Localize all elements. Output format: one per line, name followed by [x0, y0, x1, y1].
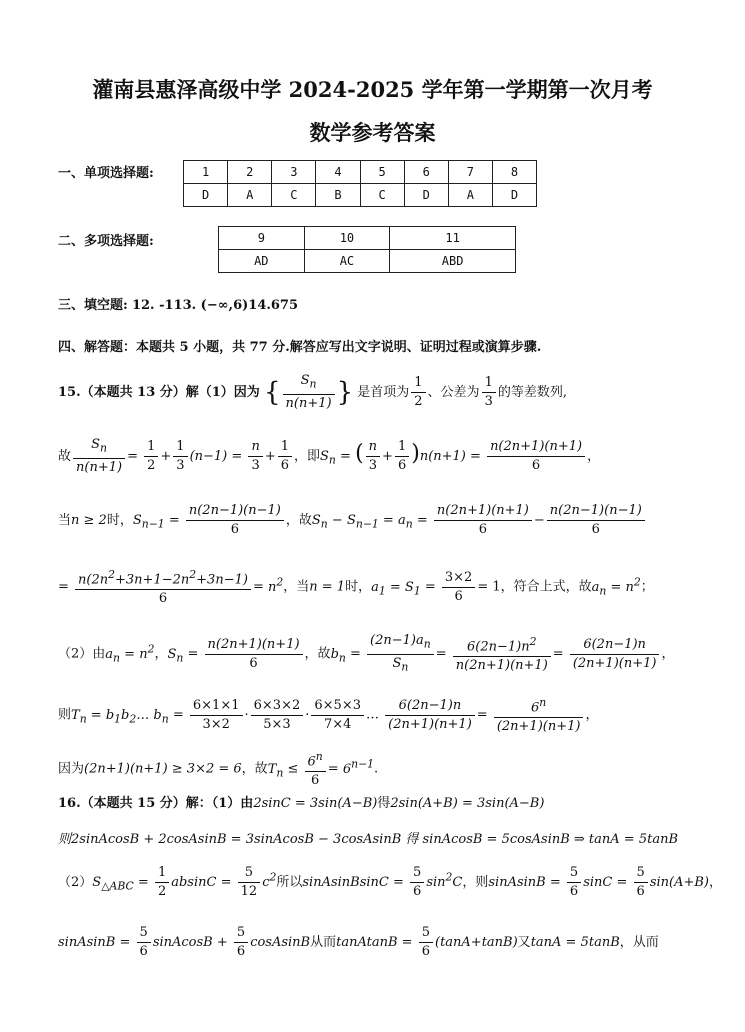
table-cell: A [448, 184, 492, 207]
table-cell: C [360, 184, 404, 207]
q16-line1: 则2sinAcosB + 2cosAsinB = 3sinAcosB − 3cosAsinB 得 sinAcosB = 5cosAsinB ⇒ tanA = 5tanB [58, 832, 679, 847]
page-subtitle: 数学参考答案 [309, 120, 436, 145]
table-cell: 5 [360, 161, 404, 184]
q15-line3: 当n ≥ 2时，$S_{n-1}$ = $\frac{n(2n-1)(n-1)}{6}$ ，故$S_n - S_{n-1} = a_n$ = $\frac{n(2n+1)(n+1)}{6}$ − $\frac{n(2n-1)(n-1)}{6}$ [58, 502, 647, 539]
q15-line2: 故 $\frac{S_n}{n(n+1)}$ = $\frac{1}{2}$ + $\frac{1}{3}$ (n−1) = $\frac{n}{3}$ + $\frac{1}{6}$ ，即$S_n$ = ( $\frac{n}{3}$ + $\frac{1}{6}$ )n(n+1) = $\frac{n(2n+1)(n+1)}{6}$ ， [58, 437, 601, 475]
q15-line5: （2）由$a_n = n^2$，$S_n$ = $\frac{n(2n+1)(n+1)}{6}$ ，故$b_n$ = $\frac{(2n-1)a_n}{S_n}$ = $\frac{6(2n-1)n^2}{n(2n+1)(n+1)}$ = $\frac{6(2n-1)n}{(2n+1)(n+1)}$ ， [58, 633, 675, 674]
section2-label: 二、多项选择题: [58, 234, 154, 249]
table-cell: 10 [304, 227, 390, 250]
table-row [184, 184, 537, 207]
page-title: 灌南县惠泽高级中学 2024-2025 学年第一学期第一次月考 [92, 77, 653, 102]
table-row [219, 227, 516, 250]
q15-line7: 因为(2n+1)(n+1) ≥ 3×2 = 6，故$T_n$ ≤ $\frac{6^n}{6}$ = $6^{n-1}$. [58, 750, 379, 789]
table-cell: C [272, 184, 316, 207]
table-cell: 1 [184, 161, 228, 184]
q15-line6: 则$T_n$ = $b_1b_2\dots$ $b_n$ = $\frac{6\times 1\times 1}{3\times 2}$ · $\frac{6\times 3\times 2}{5\times 3}$ · $\frac{6\times 5\times 3}{7\times 4}$ … $\frac{6(2n-1)n}{(2n+1)(n+1)}$ = $\frac{6^n}{(2n+1)(n+1)}$ ， [58, 696, 599, 735]
multi-choice-table [218, 226, 516, 273]
single-choice-table [183, 160, 537, 207]
section1-label: 一、单项选择题: [58, 166, 154, 181]
table-cell: 7 [448, 161, 492, 184]
table-cell: 11 [390, 227, 516, 250]
table-cell: AC [304, 250, 390, 273]
table-cell: A [228, 184, 272, 207]
q15-line4: = $\frac{n(2n^2+3n+1-2n^2+3n-1)}{6}$ = $n^2$，当n = 1时，$a_1 = S_1$ = $\frac{3\times 2}{6}$ = 1，符合上式，故$a_n = n^2$； [58, 568, 654, 607]
q16-header-line: 16.（本题共 15 分）解：（1）由2sinC = 3sin(A−B)得2sin(A+B) = 3sin(A−B) [58, 796, 545, 811]
table-cell: 2 [228, 161, 272, 184]
section4-instructions: 四、解答题：本题共 5 小题，共 77 分.解答应写出文字说明、证明过程或演算步骤. [58, 340, 542, 355]
table-cell: D [404, 184, 448, 207]
section3-label: 三、填空题: [58, 298, 128, 313]
table-row [184, 161, 537, 184]
q16-line2: $(2)S_{\triangle ABC}$ = $\frac{1}{2}$ absinC = $\frac{5}{12}$ $c^2$所以sinAsinBsinC = $\frac{5}{6}$ $\sin^2C$，则sinAsinB = $\frac{5}{6}$ sinC = $\frac{5}{6}$ sin(A+B)， [58, 865, 723, 899]
table-cell: B [316, 184, 360, 207]
table-cell: 3 [272, 161, 316, 184]
table-cell: 9 [219, 227, 305, 250]
table-cell: 4 [316, 161, 360, 184]
table-cell: AD [219, 250, 305, 273]
table-cell: D [492, 184, 536, 207]
table-cell: D [184, 184, 228, 207]
table-row [219, 250, 516, 273]
q15-line1: 15.（本题共 13 分）解（1）因为 { $\frac{S_n}{n(n+1)}$ } 是首项为 $\frac{1}{2}$ 、公差为 $\frac{1}{3}$ 的等差数列, [58, 373, 567, 411]
table-cell: 6 [404, 161, 448, 184]
table-cell: ABD [390, 250, 516, 273]
table-cell: 8 [492, 161, 536, 184]
q15-header: 15.（本题共 13 分）解（1）因为 [58, 384, 260, 400]
q16-line3: sinAsinB = $\frac{5}{6}$ sinAcosB + $\frac{5}{6}$ cosAsinB从而tanAtanB = $\frac{5}{6}$ (tanA+tanB)又tanA = 5tanB，从而 [58, 925, 659, 959]
q16-header: 16.（本题共 15 分）解：（1）由 [58, 796, 254, 811]
fill-blank-answers: 12. -113. (−∞,6)14.675 [131, 298, 299, 313]
